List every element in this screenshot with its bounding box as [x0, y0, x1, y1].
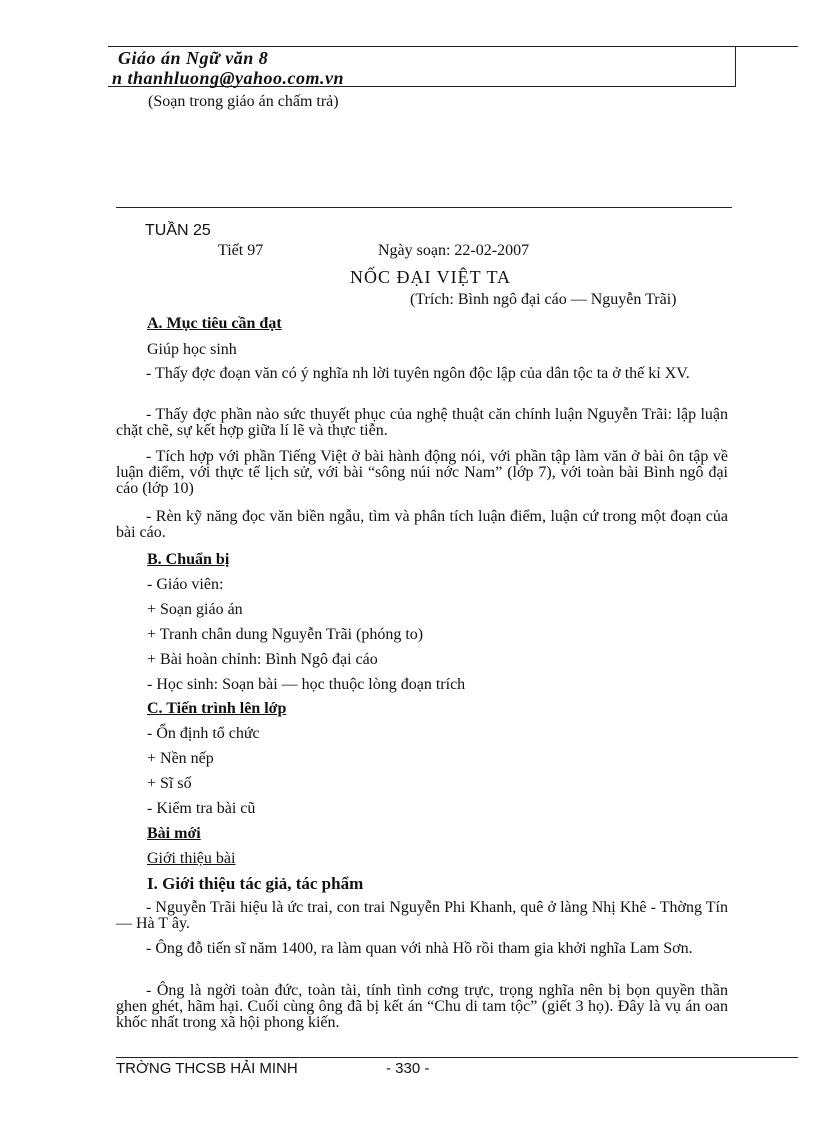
prep-item: - Học sinh: Soạn bài — học thuộc lòng đoạn trích: [147, 676, 466, 693]
procedure-item: - Ổn định tổ chức: [147, 725, 260, 742]
previous-lesson-note: (Soạn trong giáo án chấm trả): [148, 93, 339, 110]
period-label: Tiết 97: [218, 242, 264, 259]
procedure-item: + Nền nếp: [147, 750, 214, 767]
section-b-heading: B. Chuẩn bị: [147, 551, 230, 568]
objective-item: - Rèn kỹ năng đọc văn biền ngẫu, tìm và phân tích luận điểm, luận cứ trong một đoạn của bài cáo.: [116, 508, 728, 541]
author-info-item: - Ông là ngời toàn đức, toàn tài, tính tình cơng trực, trọng nghĩa nên bị bọn quyền thần ghen ghét, hãm hại. Cuối cùng ông đã bị kết án “Chu di tam tộc” (giết 3 họ). Đây là vụ án oan khốc nhất trong xã hội phong kiến.: [116, 982, 728, 1031]
objective-item: - Tích hợp với phần Tiếng Việt ở bài hành động nói, với phần tập làm văn ở bài ôn tập về luận điểm, với thực tế lịch sử, với bài “sông núi nớc Nam” (lớp 7), với toàn bài Bình ngô đại cáo (lớp 10): [116, 448, 728, 497]
author-info-item: - Ông đỗ tiến sĩ năm 1400, ra làm quan với nhà Hồ rồi tham gia khởi nghĩa Lam Sơn.: [146, 940, 693, 957]
prep-item: + Soạn giáo án: [147, 601, 243, 618]
procedure-item: - Kiểm tra bài cũ: [147, 800, 256, 817]
author-info-item: - Nguyễn Trãi hiệu là ức trai, con trai Nguyễn Phi Khanh, quê ở làng Nhị Khê - Thờng Tín — Hà T ây.: [116, 899, 728, 932]
objective-item: - Thấy đợc phần nào sức thuyết phục của nghệ thuật căn chính luận Nguyễn Trãi: lập luận chặt chẽ, sự kết hợp giữa lí lẽ và thực tiễn.: [116, 406, 728, 439]
section-c-heading: C. Tiến trình lên lớp: [147, 700, 287, 717]
section-a-heading: A. Mục tiêu cần đạt: [147, 315, 282, 332]
page-number: - 330 -: [386, 1060, 430, 1077]
header-email: n thanhluong@yahoo.com.vn: [112, 68, 345, 88]
lesson-intro-label: Giới thiệu bài: [147, 850, 236, 867]
prep-item: + Bài hoàn chỉnh: Bình Ngô đại cáo: [147, 651, 378, 668]
new-lesson-heading: Bài mới: [147, 825, 201, 842]
procedure-item: + Sĩ số: [147, 775, 192, 792]
footer-rule: [116, 1057, 798, 1058]
part-1-heading: I. Giới thiệu tác giả, tác phẩm: [147, 874, 364, 893]
objective-item: - Thấy đợc đoạn văn có ý nghĩa nh lời tuyên ngôn độc lập của dân tộc ta ở thế kỉ XV.: [146, 365, 690, 382]
footer-school: TRỜNG THCSB HẢI MINH: [116, 1060, 298, 1077]
section-divider: [116, 207, 732, 208]
prep-item: + Tranh chân dung Nguyễn Trãi (phóng to): [147, 626, 424, 643]
week-label: TUẦN 25: [145, 222, 211, 239]
date-label: Ngày soạn: 22-02-2007: [378, 242, 530, 259]
header-title: Giáo án Ngữ văn 8: [118, 48, 269, 68]
lesson-source: (Trích: Bình ngô đại cáo — Nguyễn Trãi): [410, 291, 677, 308]
prep-item: - Giáo viên:: [147, 576, 224, 593]
lesson-title: NỐC ĐẠI VIỆT TA: [350, 267, 512, 287]
section-a-intro: Giúp học sinh: [147, 341, 237, 358]
